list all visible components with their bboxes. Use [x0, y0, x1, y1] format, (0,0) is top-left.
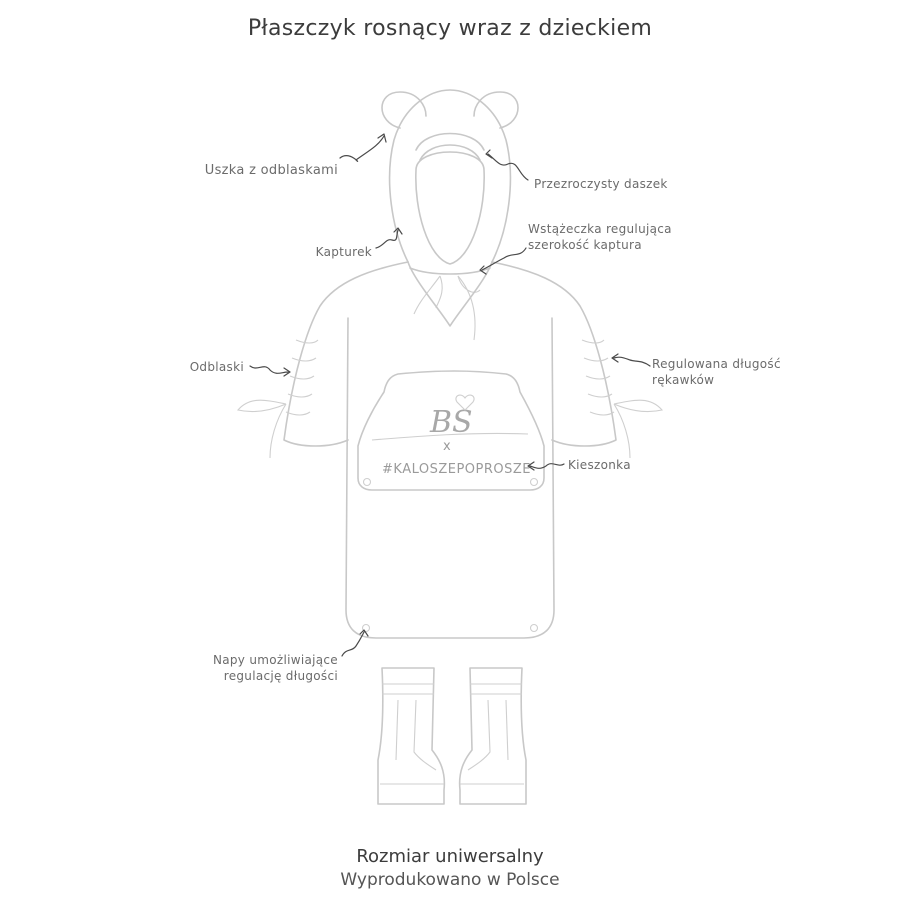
right-sleeve [492, 262, 616, 446]
arrow-ribbon [480, 248, 526, 274]
label-pocket: Kieszonka [568, 458, 631, 472]
label-snaps-1: Napy umożliwiające [212, 653, 338, 667]
snap-right [531, 625, 538, 632]
arrow-snaps [342, 630, 368, 656]
label-hood: Kapturek [315, 245, 372, 259]
label-ears: Uszka z odblaskami [204, 163, 338, 178]
arrow-ears [340, 134, 386, 161]
arrow-pocket [528, 462, 564, 470]
label-snaps-2: regulację długości [223, 669, 338, 683]
arrow-sleeve [612, 354, 650, 366]
arrow-visor [486, 150, 528, 180]
left-sleeve [284, 262, 408, 446]
hood-outer [390, 90, 511, 262]
label-ribbon-1: Wstążeczka regulująca [528, 222, 672, 236]
arrow-reflectors [250, 366, 290, 376]
svg-text:x: x [443, 439, 452, 454]
neck-ribbon [410, 268, 490, 274]
left-boot [378, 668, 444, 804]
size-info: Rozmiar uniwersalny [356, 846, 544, 867]
label-sleeve-1: Regulowana długość [652, 357, 781, 371]
pocket-hashtag: #KALOSZEPOPROSZE [382, 462, 532, 477]
left-ear [382, 92, 426, 128]
right-boot [460, 668, 526, 804]
label-ribbon-2: szerokość kaptura [528, 238, 642, 252]
right-ear [474, 92, 518, 128]
label-sleeve-2: rękawków [652, 373, 715, 387]
label-visor: Przezroczysty daszek [534, 177, 668, 191]
label-reflectors: Odblaski [189, 360, 244, 374]
face-opening [416, 152, 484, 264]
hood-visor [416, 134, 484, 151]
pocket-logo: BS [430, 405, 473, 440]
coat-body [346, 318, 554, 638]
page-title: Płaszczyk rosnący wraz z dzieckiem [247, 16, 653, 41]
made-in-info: Wyprodukowano w Polsce [340, 870, 560, 890]
